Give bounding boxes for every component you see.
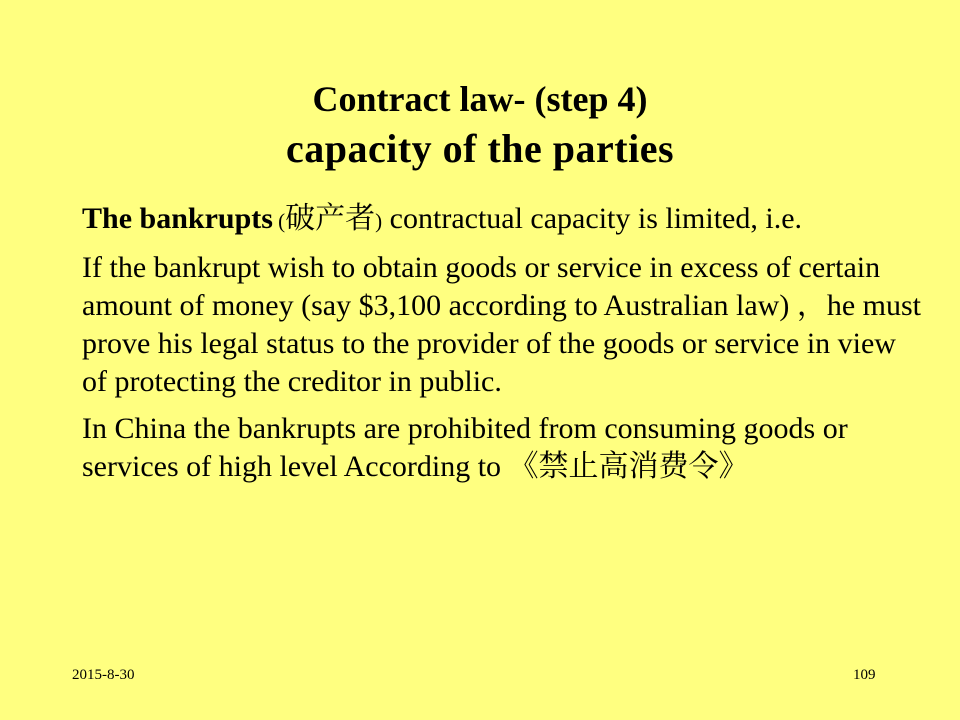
page-number: 109 <box>853 667 876 683</box>
capacity-limited-text: contractual capacity is limited, i.e. <box>382 202 803 235</box>
consumption-order-title: 《禁止高消费令》 <box>508 449 749 484</box>
paren-close: ) <box>375 209 383 233</box>
paragraph-bankrupt-capacity <box>82 200 922 240</box>
bankrupt-chinese-term: 破产者 <box>285 201 376 236</box>
paragraph-china-prohibition <box>82 410 922 486</box>
title-line-2: capacity of the parties <box>285 126 675 171</box>
china-prohibition-text: In China the bankrupts are prohibited from consuming goods or services of high level According to <box>82 412 848 483</box>
slide-body <box>82 200 922 495</box>
title-line-1: Contract law- (step 4) <box>312 79 648 119</box>
slide-title <box>60 74 900 174</box>
paragraph-obtain-goods: If the bankrupt wish to obtain goods or service in excess of certain amount of money (say $3,100 according to Australian law) ，he must prove his legal status to the provider of the goods or service in view of protecting the creditor in public. <box>82 251 921 398</box>
footer-date: 2015-8-30 <box>72 667 135 683</box>
bankrupts-term: The bankrupts <box>82 202 273 235</box>
paren-open: ( <box>272 209 286 233</box>
